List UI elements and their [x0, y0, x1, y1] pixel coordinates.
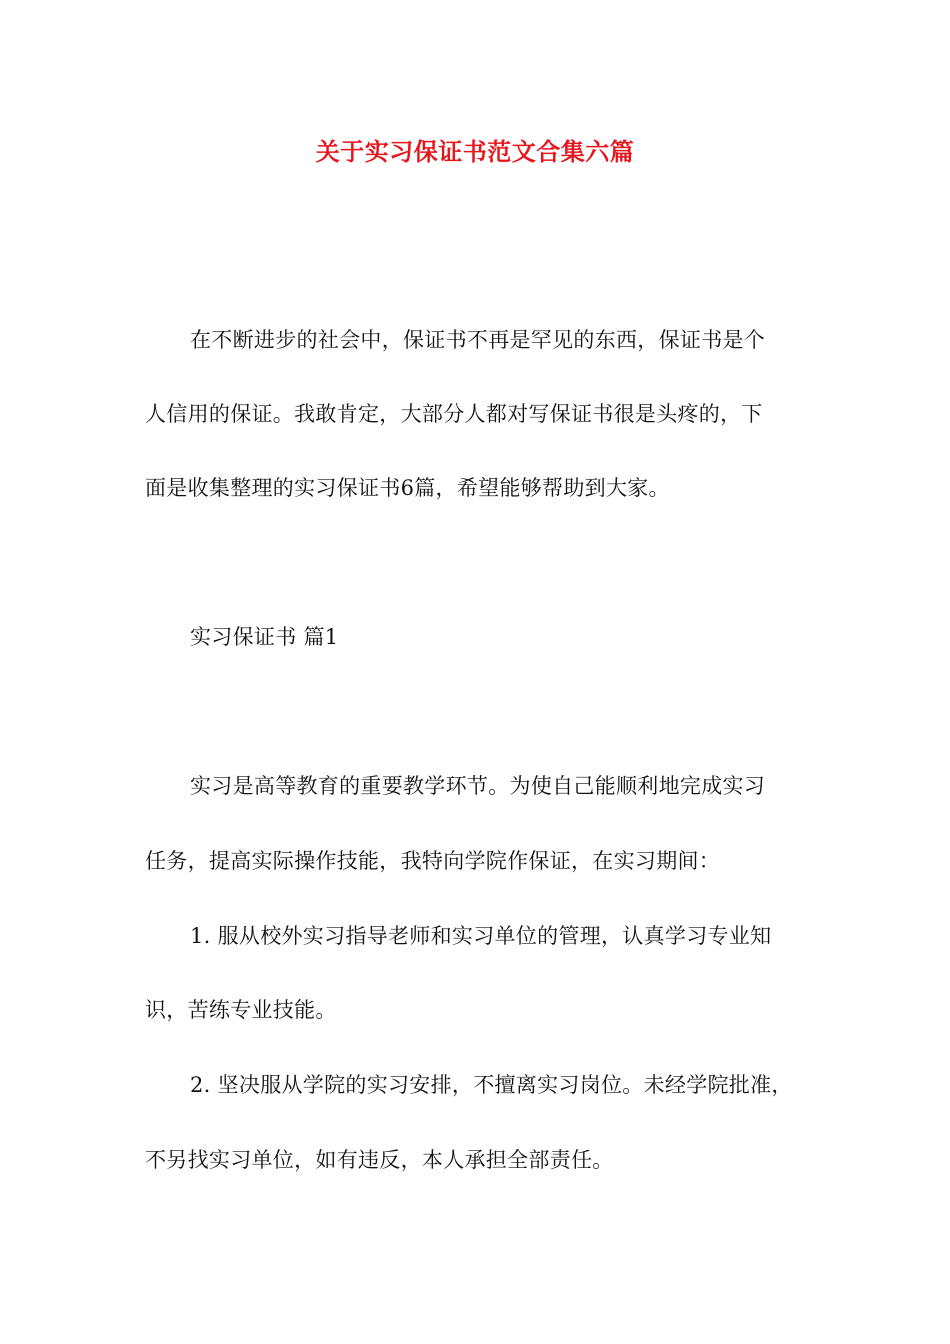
document-title: 关于实习保证书范文合集六篇 [315, 137, 635, 166]
section-heading: 实习保证书 篇1 [190, 625, 339, 649]
intro-line-3: 面是收集整理的实习保证书6篇，希望能够帮助到大家。 [145, 476, 670, 500]
body-line-3: 1. 服从校外实习指导老师和实习单位的管理，认真学习专业知 [190, 924, 772, 948]
body-line-1: 实习是高等教育的重要教学环节。为使自己能顺利地完成实习 [190, 774, 766, 798]
body-line-2: 任务，提高实际操作技能，我特向学院作保证，在实习期间： [145, 849, 721, 873]
body-line-6: 不另找实习单位，如有违反，本人承担全部责任。 [145, 1148, 614, 1172]
body-line-4: 识，苦练专业技能。 [145, 998, 337, 1022]
intro-line-2: 人信用的保证。我敢肯定，大部分人都对写保证书很是头疼的，下 [145, 402, 763, 426]
intro-line-1: 在不断进步的社会中，保证书不再是罕见的东西，保证书是个 [190, 328, 766, 352]
body-line-5: 2. 坚决服从学院的实习安排，不擅离实习岗位。未经学院批准， [190, 1073, 793, 1097]
